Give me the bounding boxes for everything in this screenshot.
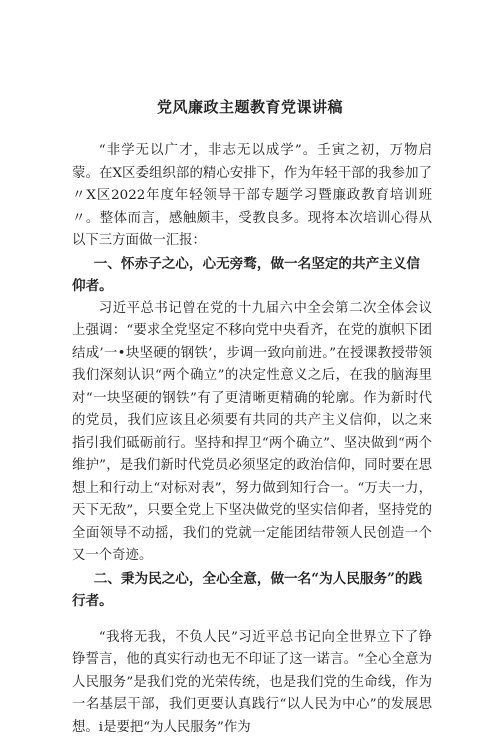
section-2-paragraph: “我将无我，不负人民”习近平总书记向全世界立下了铮铮誓言，他的真实行动也无不印证了这一诺言。“全心全意为人民服务”是我们党的光荣传统，也是我们党的生命线，作为一名基层干部，我们更要认真践行“以人民为中心”的发展思想。i是要把“为人民服务”作为 [72,627,432,739]
section-1-paragraph: 习近平总书记曾在党的十九届六中全会第二次全体会议上强调：“要求全党坚定不移向党中央看齐，在党的旗帜下团结成’一•块坚硬的钢铁’，步调一致向前进。”在授课教授带领我们深刻认识“两个确立”的决定性意义之后，在我的脑海里对“一块坚硬的钢铁”有了更清晰更精确的轮廓。作为新时代的党员，我们应该且必须要有共同的共产主义信仰，以之来指引我们砥砺前行。坚持和捍卫“两个确立”、坚决做到“两个维护”，是我们新时代党员必须坚定的政治信仰，同时要在思想上和行动上“对标对表”，努力做到知行合一。“万夫一力，天下无敌”，只要全党上下坚决做党的坚实信仰者，坚持党的全面领导不动摇，我们的党就一定能团结带领人民创造一个又一个奇迹。 [72,298,432,568]
intro-paragraph: “非学无以广才，非志无以成学”。壬寅之初，万物启蒙。在X区委组织部的精心安排下，作为年轻干部的我参加了〃X区2022年度年轻领导干部专题学习暨廉政教育培训班〃。整体而言，感触颇丰，受教良多。现将本次培训心得从以下三方面做一汇报： [72,140,432,253]
section-heading-1: 一、怀赤子之心，心无旁骛，做一名坚定的共产主义信仰者。 [72,253,432,298]
document-title: 党风廉政主题教育党课讲稿 [0,96,500,117]
document-body [72,140,432,739]
section-heading-2: 二、秉为民之心，全心全意，做一名“为人民服务”的践行者。 [72,568,432,613]
